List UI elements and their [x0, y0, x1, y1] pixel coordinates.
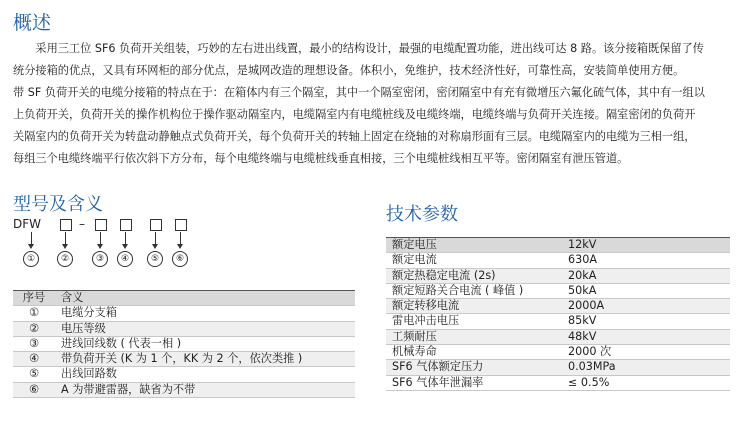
table-row [13, 306, 355, 321]
table-row [386, 299, 730, 314]
table-row [386, 360, 730, 375]
table-row [13, 336, 355, 351]
overview-line: 每组三个电缆终端平行依次斜下方分布，每个电缆终端与电缆桩线垂直相接，三个电缆桩线相互平等。密闭隔室有泄压管道。 [13, 152, 629, 165]
param-value: 12kV [562, 238, 730, 253]
overview-title: 概述 [13, 12, 52, 34]
table-row [386, 329, 730, 344]
table-row [13, 352, 355, 367]
code-slot [150, 219, 162, 231]
marker-2: ② [57, 251, 73, 267]
row-meaning: 出线回路数 [55, 367, 355, 382]
marker-5: ⑤ [147, 251, 163, 267]
table-row [386, 345, 730, 360]
overview-text [13, 38, 743, 170]
code-arrow [31, 232, 32, 245]
table-row [13, 367, 355, 382]
meaning-table [13, 291, 355, 398]
marker-3: ③ [92, 251, 108, 267]
code-slot [175, 219, 187, 231]
row-meaning: 进线回线数 ( 代表一相 ) [55, 336, 355, 351]
table-row [386, 238, 730, 253]
table-row [386, 283, 730, 298]
row-meaning: 电压等级 [55, 321, 355, 336]
code-slot [120, 219, 132, 231]
param-value: 85kV [562, 314, 730, 329]
tech-title: 技术参数 [386, 204, 458, 225]
param-name: 额定电流 [386, 253, 562, 268]
code-slot [60, 219, 72, 231]
row-meaning: 电缆分支箱 [55, 306, 355, 321]
row-index: ③ [13, 336, 55, 351]
model-title: 型号及含义 [13, 194, 103, 215]
param-value: 2000 次 [562, 345, 730, 360]
code-arrow [180, 232, 181, 245]
marker-6: ⑥ [172, 251, 188, 267]
param-name: 机械寿命 [386, 345, 562, 360]
overview-line: 统分接箱的优点，又具有环网柜的部分优点，是城网改造的理想设备。体积小，免维护，技术经济性好，可靠性高，安装简单使用方便。 [13, 64, 685, 77]
param-name: 工频耐压 [386, 329, 562, 344]
param-value: 48kV [562, 329, 730, 344]
overview-line: 带 SF 负荷开关的电缆分接箱的特点在于：在箱体内有三个隔室，其中一个隔室密闭，密闭隔室中有充有微增压六氟化硫气体，其中有一组以 [13, 86, 705, 99]
table-row [386, 375, 730, 390]
param-value: 2000A [562, 299, 730, 314]
param-value: 0.03MPa [562, 360, 730, 375]
param-name: 额定转移电流 [386, 299, 562, 314]
code-dash: – [79, 217, 85, 231]
param-value: 630A [562, 253, 730, 268]
row-meaning: 带负荷开关 (K 为 1 个，KK 为 2 个，依次类推 ) [55, 352, 355, 367]
param-name: 额定热稳定电流 (2s) [386, 268, 562, 283]
param-name: 雷电冲击电压 [386, 314, 562, 329]
table-row [13, 382, 355, 397]
table-row [386, 253, 730, 268]
param-value: 50kA [562, 283, 730, 298]
code-arrow [65, 232, 66, 245]
code-arrow [125, 232, 126, 245]
param-name: SF6 气体额定压力 [386, 360, 562, 375]
param-value: 20kA [562, 268, 730, 283]
code-slot [95, 219, 107, 231]
header-index: 序号 [13, 291, 55, 306]
param-name: 额定短路关合电流 ( 峰值 ) [386, 283, 562, 298]
overview-line: 上负荷开关，负荷开关的操作机构位于操作驱动隔室内，电缆隔室内有电缆桩线及电缆终端，电缆终端与负荷开关连接。隔室密闭的负荷开 [13, 108, 696, 121]
row-index: ④ [13, 352, 55, 367]
marker-1: ① [23, 251, 39, 267]
model-prefix: DFW [13, 217, 42, 231]
table-row [386, 268, 730, 283]
row-index: ① [13, 306, 55, 321]
overview-line: 关隔室内的负荷开关为转盘动静触点式负荷开关，每个负荷开关的转轴上固定在绕轴的对称扇形面有三层。电缆隔室内的电缆为三相一组， [13, 130, 696, 143]
param-name: 额定电压 [386, 238, 562, 253]
param-name: SF6 气体年泄漏率 [386, 375, 562, 390]
row-meaning: A 为带避雷器，缺省为不带 [55, 382, 355, 397]
param-value: ≤ 0.5% [562, 375, 730, 390]
marker-4: ④ [117, 251, 133, 267]
row-index: ⑤ [13, 367, 55, 382]
table-header-row [13, 291, 355, 306]
tech-table [386, 238, 730, 391]
code-arrow [155, 232, 156, 245]
code-arrow [100, 232, 101, 245]
overview-line: 采用三工位 SF6 负荷开关组装，巧妙的左右进出线置，最小的结构设计，最强的电缆配置功能，进出线可达 8 路。该分接箱既保留了传 [13, 42, 704, 55]
header-meaning: 含义 [55, 291, 355, 306]
row-index: ② [13, 321, 55, 336]
row-index: ⑥ [13, 382, 55, 397]
table-row [13, 321, 355, 336]
table-row [386, 314, 730, 329]
